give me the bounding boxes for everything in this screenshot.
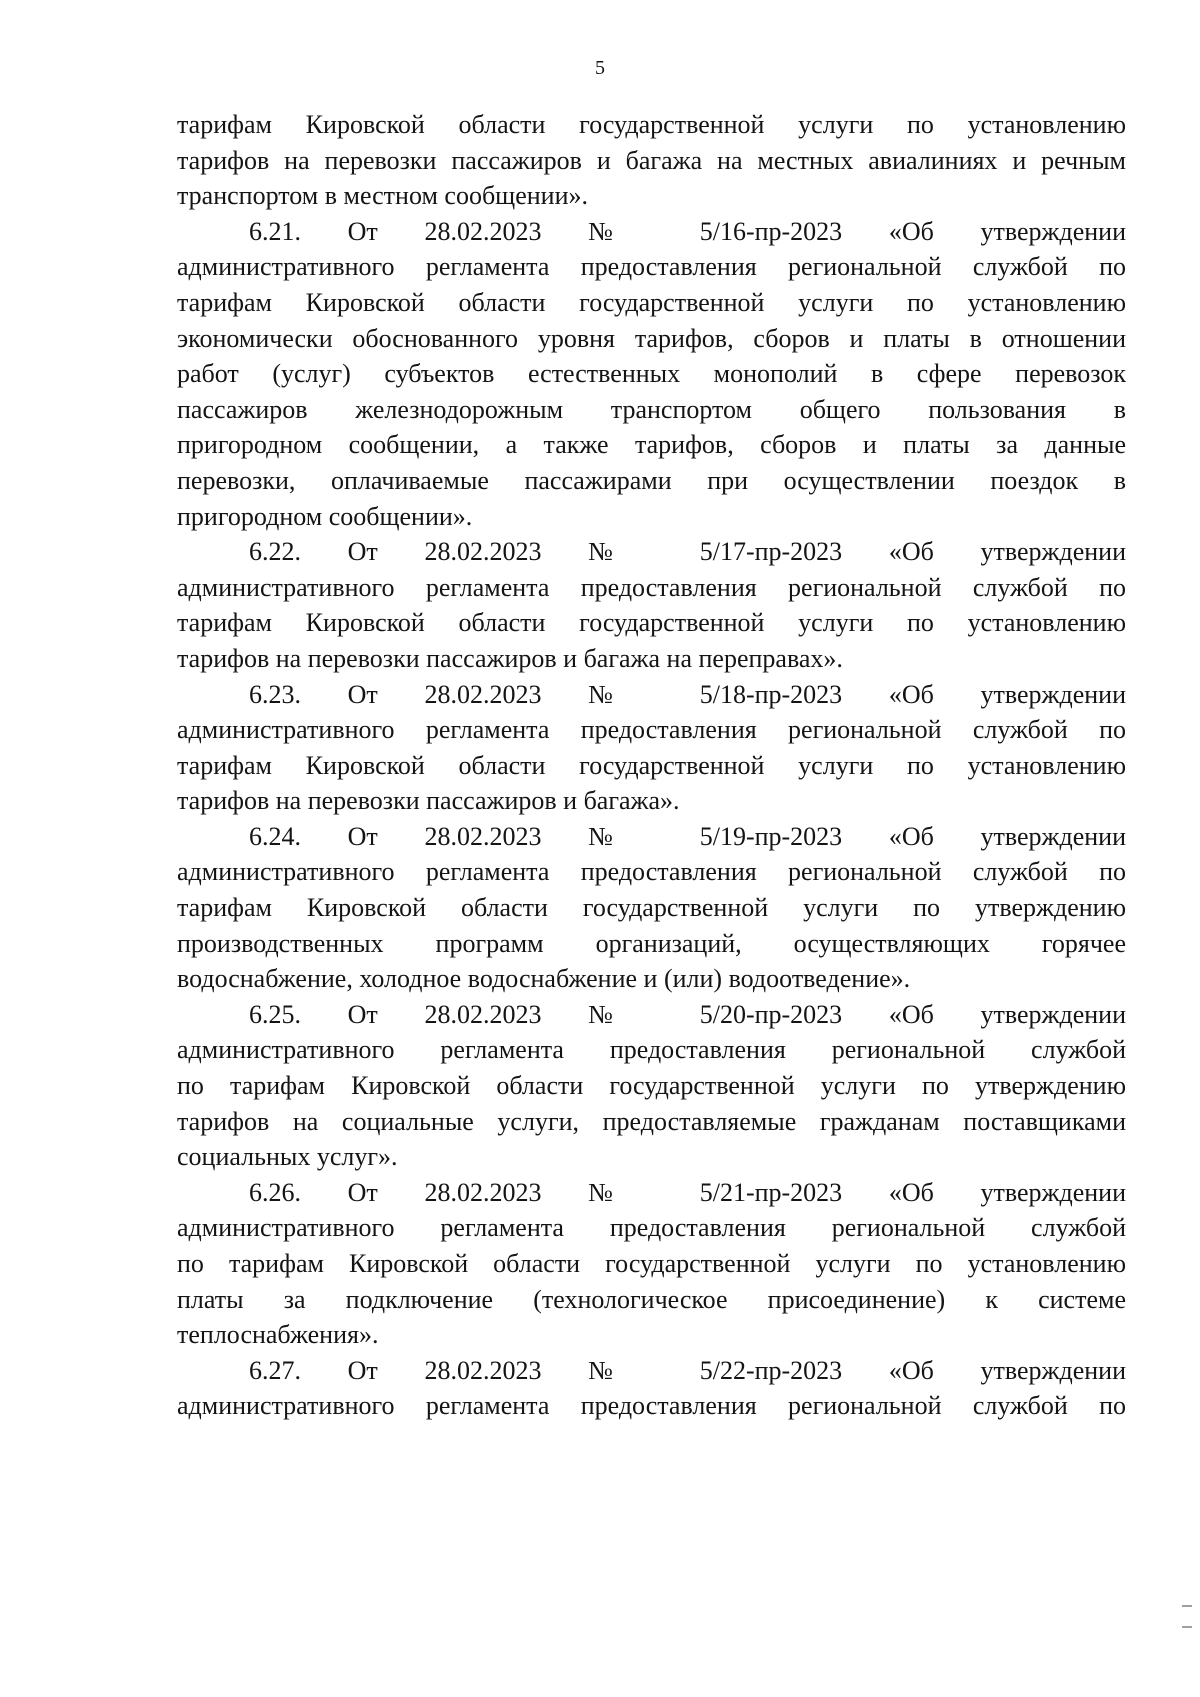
scan-artifact	[1182, 1605, 1192, 1607]
text-line: по тарифам Кировской области государственной услуги по утверждению	[177, 1071, 1126, 1101]
text-line: тарифам Кировской области государственной услуги по утверждению	[177, 893, 1126, 923]
text-line: административного регламента предоставления региональной службой	[177, 1213, 1126, 1243]
text-line: экономически обоснованного уровня тарифов, сборов и платы в отношении	[177, 323, 1126, 353]
paragraph-first-line: 6.24. От 28.02.2023 № 5/19-пр-2023 «Об утверждении	[249, 821, 1126, 851]
text-line: тарифам Кировской области государственной услуги по установлению	[177, 110, 1126, 139]
page-number: 5	[595, 57, 605, 79]
text-line: тарифов на перевозки пассажиров и багажа на местных авиалиниях и речным	[177, 145, 1126, 175]
text-line: пригородном сообщении».	[177, 501, 473, 531]
text-line: административного регламента предоставления региональной службой по	[177, 715, 1126, 745]
paragraph-first-line: 6.23. От 28.02.2023 № 5/18-пр-2023 «Об утверждении	[249, 679, 1126, 709]
text-line: теплоснабжения».	[177, 1320, 379, 1350]
text-line: тарифам Кировской области государственной услуги по установлению	[177, 608, 1126, 638]
text-line: платы за подключение (технологическое присоединение) к системе	[177, 1284, 1126, 1314]
paragraph-first-line: 6.25. От 28.02.2023 № 5/20-пр-2023 «Об утверждении	[249, 999, 1126, 1029]
paragraph-first-line: 6.22. От 28.02.2023 № 5/17-пр-2023 «Об утверждении	[249, 537, 1126, 567]
text-line: социальных услуг».	[177, 1142, 398, 1172]
text-line: водоснабжение, холодное водоснабжение и (или) водоотведение».	[177, 964, 911, 994]
text-line: тарифам Кировской области государственной услуги по установлению	[177, 287, 1126, 317]
text-line: работ (услуг) субъектов естественных монополий в сфере перевозок	[177, 359, 1126, 389]
text-line: административного регламента предоставления региональной службой по	[177, 252, 1126, 282]
text-line: транспортом в местном сообщении».	[177, 181, 588, 211]
text-line: тарифам Кировской области государственной услуги по установлению	[177, 750, 1126, 780]
text-line: тарифов на социальные услуги, предоставляемые гражданам поставщиками	[177, 1106, 1126, 1136]
text-line: перевозки, оплачиваемые пассажирами при осуществлении поездок в	[177, 465, 1126, 495]
text-line: тарифов на перевозки пассажиров и багажа».	[177, 786, 680, 816]
paragraph-first-line: 6.27. От 28.02.2023 № 5/22-пр-2023 «Об утверждении	[249, 1355, 1126, 1385]
scan-artifact	[1182, 1626, 1192, 1628]
text-line: административного регламента предоставления региональной службой по	[177, 857, 1126, 887]
paragraph-first-line: 6.21. От 28.02.2023 № 5/16-пр-2023 «Об утверждении	[249, 216, 1126, 246]
text-line: административного регламента предоставления региональной службой	[177, 1035, 1126, 1065]
text-line: пассажиров железнодорожным транспортом общего пользования в	[177, 394, 1126, 424]
text-line: производственных программ организаций, осуществляющих горячее	[177, 928, 1126, 958]
text-line: по тарифам Кировской области государственной услуги по установлению	[177, 1249, 1126, 1278]
document-body	[177, 107, 1126, 1424]
text-line: тарифов на перевозки пассажиров и багажа на переправах».	[177, 643, 843, 673]
text-line: пригородном сообщении, а также тарифов, сборов и платы за данные	[177, 430, 1126, 460]
paragraph-first-line: 6.26. От 28.02.2023 № 5/21-пр-2023 «Об утверждении	[249, 1177, 1126, 1207]
text-line: административного регламента предоставления региональной службой по	[177, 572, 1126, 602]
text-line: административного регламента предоставления региональной службой по	[177, 1391, 1126, 1421]
